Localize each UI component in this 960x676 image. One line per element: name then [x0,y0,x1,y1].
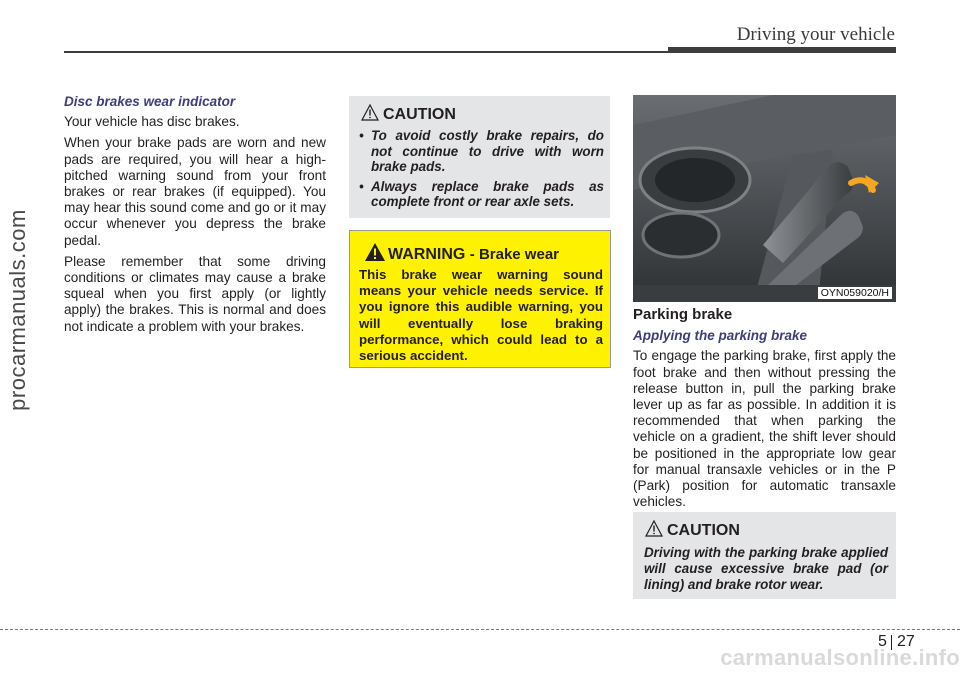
caution-item: • To avoid costly brake repairs, do not continue to drive with worn brake pads. [359,128,604,175]
header-rule [64,51,670,53]
disc-brakes-paragraph: Please remember that some driving conditions or climates may cause a brake squeal when you first apply (or lightly apply) the brakes. This is normal and does not indicate a problem with your brakes. [64,253,326,334]
caution-triangle-icon [645,520,663,537]
page-number: 27 [897,633,915,650]
parking-brake-subheading: Applying the parking brake [633,328,808,344]
caution-text: Driving with the parking brake applied will cause excessive brake pad (or lining) and brake rotor wear. [644,545,888,592]
caution-title: CAUTION [667,522,740,539]
section-number: 5 [878,633,887,650]
warning-text: This brake wear warning sound means your vehicle needs service. If you ignore this audible warning, you will eventually lose braking performance, which could lead to a serious accident. [359,267,603,364]
warning-title [388,246,559,264]
caution-triangle-icon [361,104,379,121]
parking-brake-figure [633,95,896,302]
parking-brake-heading: Parking brake [633,306,733,323]
caution-title: CAUTION [383,106,456,123]
parking-brake-lever-illustration [633,95,896,302]
parking-brake-section [633,307,896,515]
footer-rule [0,629,960,630]
side-watermark [0,140,38,480]
warning-triangle-icon [364,242,386,262]
warning-title-sub: - Brake wear [469,246,559,263]
caution-box-parking-brake [633,512,896,599]
disc-brakes-paragraph: When your brake pads are worn and new pads are required, you will hear a high-pitched warning sound from your front brakes or rear brakes (if equipped). You may hear this sound come and go or it may occur whenever you depress the brake pedal. [64,135,326,248]
warning-box-brake-wear [349,230,611,368]
caution-list [359,128,604,214]
caution-item-text: Always replace brake pads as complete front or rear axle sets. [371,178,604,210]
header-rule-accent [668,47,896,53]
disc-brakes-section [64,94,326,340]
disc-brakes-paragraph: Your vehicle has disc brakes. [64,114,240,130]
parking-brake-text: To engage the parking brake, first apply the foot brake and then without pressing the release button in, pull the parking brake lever up as far as possible. In addition it is recommended that when parking the vehicle on a gradient, the shift lever should be positioned in the appropriate low gear for manual transaxle vehicles or in the P (Park) position for automatic transaxle vehicles. [633,348,896,510]
figure-code: OYN059020/H [818,287,892,299]
side-watermark-text: procarmanuals.com [5,209,30,411]
disc-brakes-heading: Disc brakes wear indicator [64,94,236,109]
bottom-watermark: carmanualsonline.info [720,645,960,670]
caution-item: • Always replace brake pads as complete front or rear axle sets. [359,178,604,210]
caution-box-brake-pads [349,96,610,218]
caution-item-text: To avoid costly brake repairs, do not continue to drive with worn brake pads. [371,128,604,175]
page-header-title: Driving your vehicle [736,24,895,45]
warning-title-main: WARNING [388,246,466,263]
